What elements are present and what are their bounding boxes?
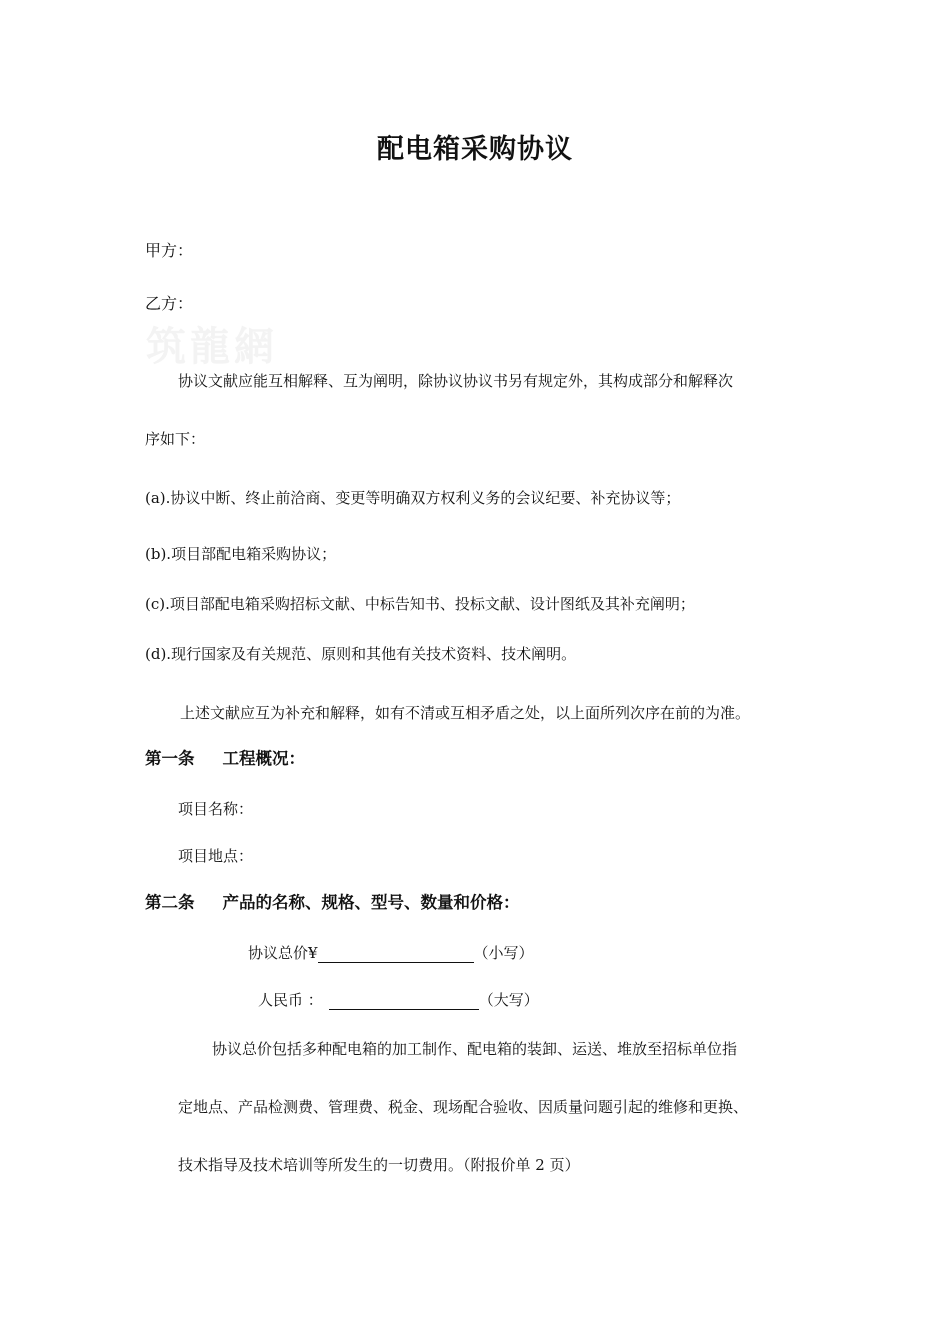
watermark: 筑龍網 (146, 323, 278, 370)
rmb-blank (329, 993, 479, 1010)
article-1-number: 第一条 (145, 749, 195, 768)
total-price-blank (318, 946, 474, 963)
total-price-label: 协议总价¥ (248, 944, 318, 962)
precedence-clause: 上述文献应互为补充和解释，如有不清或互相矛盾之处，以上面所列次序在前的为准。 (180, 704, 751, 722)
price-desc-line-3: 技术指导及技术培训等所发生的一切费用。（附报价单 2 页） (178, 1156, 580, 1174)
party-b-label: 乙方： (145, 294, 194, 313)
list-item-d: (d).现行国家及有关规范、原则和其他有关技术资料、技术阐明。 (145, 645, 577, 663)
project-location-label: 项目地点： (178, 847, 254, 865)
price-desc-line-2: 定地点、产品检测费、管理费、税金、现场配合验收、因质量问题引起的维修和更换、 (178, 1098, 749, 1116)
rmb-label: 人民币 ： (258, 991, 323, 1009)
price-desc-line-1: 协议总价包括多种配电箱的加工制作、配电箱的装卸、运送、堆放至招标单位指 (212, 1040, 738, 1058)
total-price-row (248, 943, 534, 963)
article-1-title: 工程概况： (222, 749, 305, 768)
article-2-heading (145, 893, 520, 913)
article-2-title: 产品的名称、规格、型号、数量和价格： (222, 893, 520, 912)
intro-line-1: 协议文献应能互相解释、互为阐明，除协议协议书另有规定外，其构成部分和解释次 (178, 372, 734, 390)
party-a-label: 甲方： (145, 241, 194, 260)
list-item-c: (c).项目部配电箱采购招标文献、中标告知书、投标文献、设计图纸及其补充阐明； (145, 595, 695, 613)
list-item-b: (b).项目部配电箱采购协议； (145, 545, 337, 563)
rmb-row (258, 990, 539, 1010)
rmb-note: （大写） (478, 991, 539, 1009)
project-name-label: 项目名称： (178, 800, 254, 818)
document-title: 配电箱采购协议 (377, 134, 573, 165)
article-1-heading (145, 749, 305, 769)
article-2-number: 第二条 (145, 893, 195, 912)
intro-line-2: 序如下： (145, 430, 206, 448)
list-item-a: (a).协议中断、终止前洽商、变更等明确双方权利义务的会议纪要、补充协议等； (145, 489, 681, 507)
total-price-note: （小写） (473, 944, 534, 962)
